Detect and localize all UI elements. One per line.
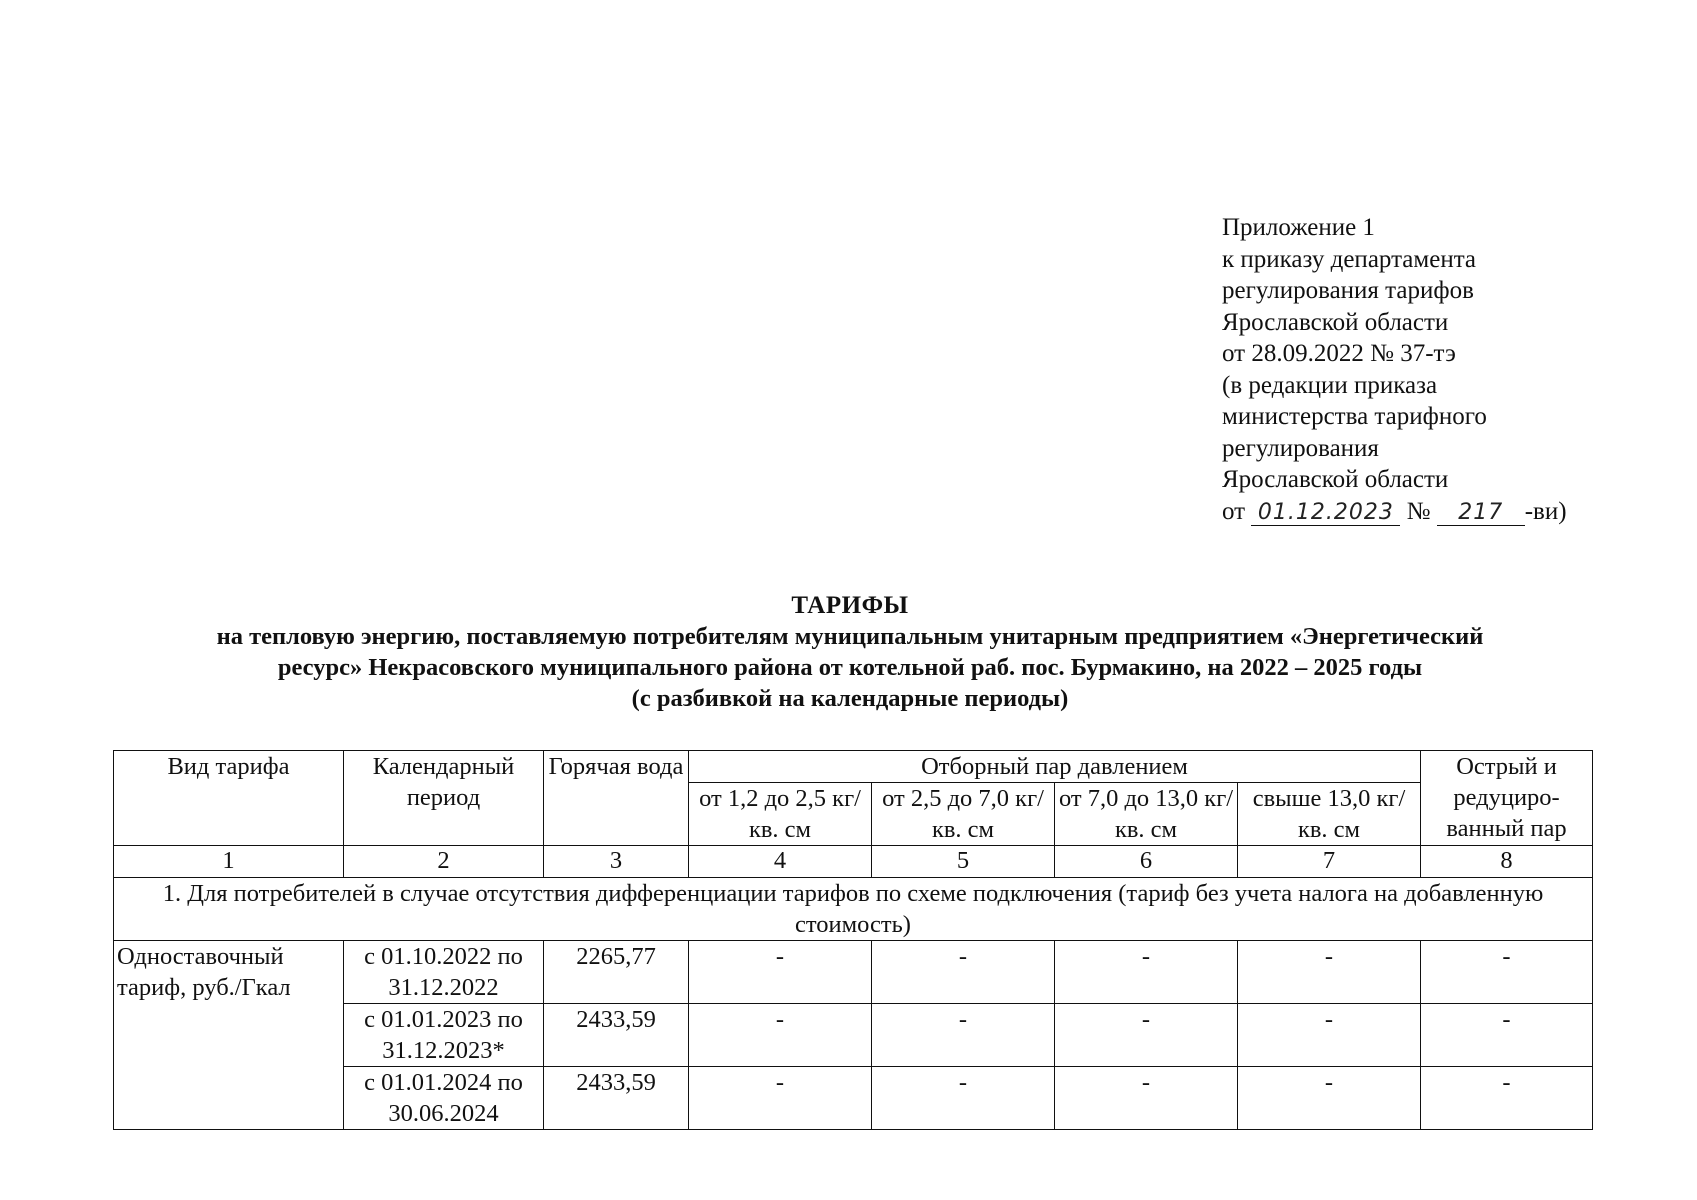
handwritten-date: 01.12.2023 xyxy=(1251,501,1400,526)
row-steam-4: - xyxy=(1238,1067,1421,1130)
header-tariff-type: Вид тарифа xyxy=(114,751,344,846)
row-steam-2: - xyxy=(872,1067,1055,1130)
row-steam-1: - xyxy=(689,1067,872,1130)
column-number: 7 xyxy=(1238,846,1421,878)
header-steam-1: от 1,2 до 2,5 кг/ кв. см xyxy=(689,783,872,846)
table-header-row xyxy=(114,751,1593,783)
row-steam-4: - xyxy=(1238,941,1421,1004)
table-row xyxy=(114,941,1593,1004)
header-steam-2: от 2,5 до 7,0 кг/ кв. см xyxy=(872,783,1055,846)
document-title xyxy=(100,590,1600,714)
tariff-label: Одноставочный тариф, руб./Гкал xyxy=(114,941,344,1130)
row-period: с 01.01.2023 по 31.12.2023* xyxy=(344,1004,544,1067)
order-prefix: от xyxy=(1222,497,1246,525)
row-steam-2: - xyxy=(872,1004,1055,1067)
column-number: 2 xyxy=(344,846,544,878)
appendix-line: регулирования xyxy=(1222,434,1379,462)
appendix-line: Ярославской области xyxy=(1222,466,1449,493)
row-period: с 01.10.2022 по 31.12.2022 xyxy=(344,941,544,1004)
row-steam-1: - xyxy=(689,941,872,1004)
row-steam-4: - xyxy=(1238,1004,1421,1067)
appendix-reference xyxy=(1222,212,1567,527)
header-steam-group: Отборный пар давлением xyxy=(689,751,1421,783)
column-number: 5 xyxy=(872,846,1055,878)
appendix-line: (в редакции приказа xyxy=(1222,371,1438,399)
column-number: 3 xyxy=(544,846,689,878)
row-sharp-steam: - xyxy=(1421,1004,1593,1067)
appendix-line: к приказу департамента xyxy=(1222,245,1477,273)
header-hot-water: Горячая вода xyxy=(544,751,689,846)
appendix-line: регулирования тарифов xyxy=(1222,277,1474,304)
row-steam-2: - xyxy=(872,941,1055,1004)
row-steam-3: - xyxy=(1055,941,1238,1004)
title-main: ТАРИФЫ xyxy=(791,592,909,619)
row-sharp-steam: - xyxy=(1421,941,1593,1004)
row-steam-1: - xyxy=(689,1004,872,1067)
handwritten-number: 217 xyxy=(1437,501,1525,526)
title-line: ресурс» Некрасовского муниципального района от котельной раб. пос. Бурмакино, на 2022 – 2025 годы xyxy=(277,654,1423,681)
column-number-row xyxy=(114,846,1593,878)
row-hot-water: 2433,59 xyxy=(544,1067,689,1130)
column-number: 1 xyxy=(114,846,344,878)
title-line: (с разбивкой на календарные периоды) xyxy=(631,685,1069,712)
header-steam-4: свыше 13,0 кг/ кв. см xyxy=(1238,783,1421,846)
appendix-line: министерства тарифного xyxy=(1222,403,1487,430)
row-hot-water: 2433,59 xyxy=(544,1004,689,1067)
tariffs-table xyxy=(113,750,1593,1130)
row-period: с 01.01.2024 по 30.06.2024 xyxy=(344,1067,544,1130)
column-number: 4 xyxy=(689,846,872,878)
title-line: на тепловую энергию, поставляемую потребителям муниципальным унитарным предприятием «Энергетический xyxy=(216,623,1484,650)
appendix-line: от 28.09.2022 № 37-тэ xyxy=(1222,340,1456,367)
number-sign: № xyxy=(1406,497,1431,525)
header-sharp-steam: Острый и редуциро-ванный пар xyxy=(1421,751,1593,846)
section-row xyxy=(114,878,1593,941)
appendix-line: Ярославской области xyxy=(1222,308,1449,336)
appendix-line: Приложение 1 xyxy=(1222,214,1375,241)
order-suffix: -ви) xyxy=(1524,497,1567,525)
column-number: 8 xyxy=(1421,846,1593,878)
header-steam-3: от 7,0 до 13,0 кг/ кв. см xyxy=(1055,783,1238,846)
row-steam-3: - xyxy=(1055,1004,1238,1067)
header-period: Календарный период xyxy=(344,751,544,846)
section-1-heading: 1. Для потребителей в случае отсутствия дифференциации тарифов по схеме подключения (тариф без учета налога на добавленную стоимость) xyxy=(114,878,1593,941)
appendix-order-line xyxy=(1222,496,1567,528)
row-hot-water: 2265,77 xyxy=(544,941,689,1004)
row-steam-3: - xyxy=(1055,1067,1238,1130)
column-number: 6 xyxy=(1055,846,1238,878)
row-sharp-steam: - xyxy=(1421,1067,1593,1130)
